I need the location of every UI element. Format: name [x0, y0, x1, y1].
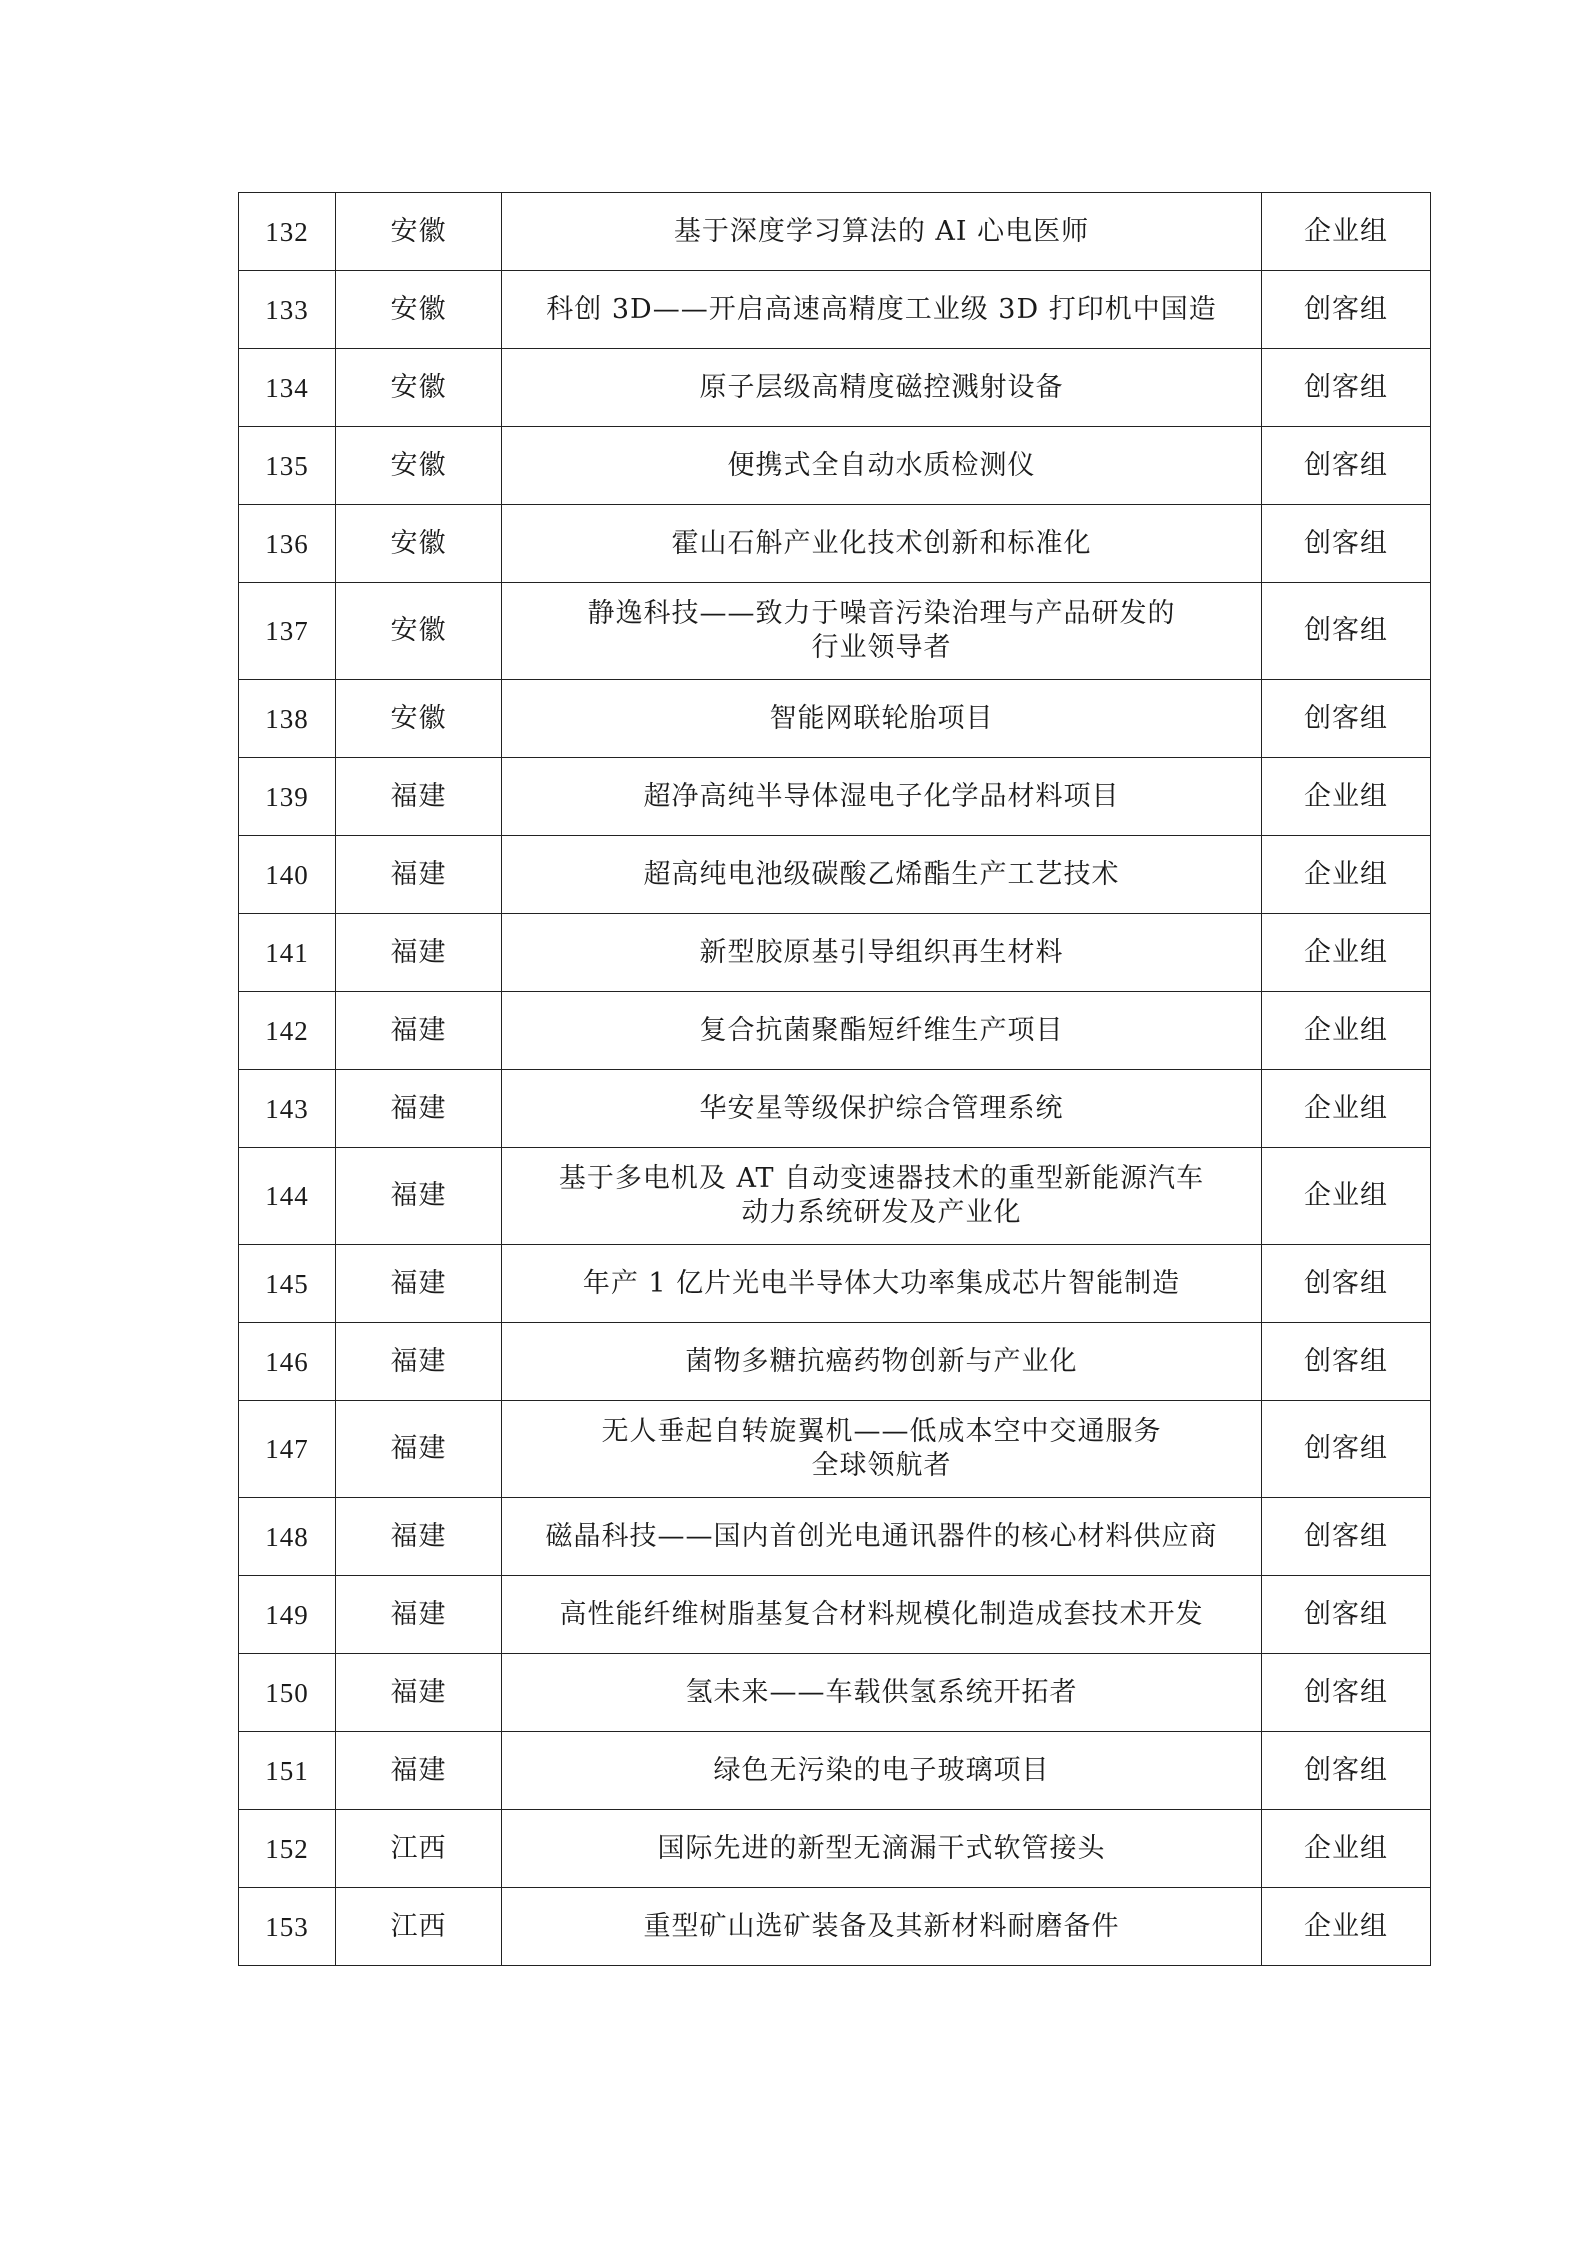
row-number: 148	[239, 1498, 336, 1576]
table-body	[239, 193, 1431, 1966]
table-row	[239, 1323, 1431, 1401]
table-row	[239, 1070, 1431, 1148]
row-number: 138	[239, 680, 336, 758]
project-cell	[502, 1323, 1262, 1401]
group-cell: 企业组	[1262, 1888, 1431, 1966]
row-number: 140	[239, 836, 336, 914]
group-cell: 创客组	[1262, 1323, 1431, 1401]
project-cell	[502, 1654, 1262, 1732]
project-cell	[502, 1498, 1262, 1576]
project-name-line: 复合抗菌聚酯短纤维生产项目	[699, 1014, 1064, 1046]
province-cell: 福建	[336, 1245, 502, 1323]
project-cell	[502, 505, 1262, 583]
table-row	[239, 583, 1431, 680]
province-cell: 福建	[336, 836, 502, 914]
row-number: 146	[239, 1323, 336, 1401]
project-cell	[502, 1888, 1262, 1966]
project-cell	[502, 914, 1262, 992]
group-cell: 创客组	[1262, 1732, 1431, 1810]
project-name-line: 原子层级高精度磁控溅射设备	[699, 371, 1064, 403]
row-number: 144	[239, 1148, 336, 1245]
group-cell: 创客组	[1262, 505, 1431, 583]
project-name-line: 华安星等级保护综合管理系统	[699, 1092, 1064, 1124]
row-number: 152	[239, 1810, 336, 1888]
row-number: 149	[239, 1576, 336, 1654]
project-name-line: 绿色无污染的电子玻璃项目	[713, 1754, 1050, 1786]
project-name-line: 重型矿山选矿装备及其新材料耐磨备件	[643, 1910, 1120, 1942]
province-cell: 福建	[336, 1654, 502, 1732]
project-cell	[502, 1576, 1262, 1654]
group-cell: 创客组	[1262, 1576, 1431, 1654]
group-cell: 企业组	[1262, 193, 1431, 271]
row-number: 139	[239, 758, 336, 836]
project-table	[238, 192, 1431, 1966]
province-cell: 福建	[336, 1732, 502, 1810]
project-name-line: 全球领航者	[811, 1450, 952, 1481]
row-number: 136	[239, 505, 336, 583]
project-name-line: 超高纯电池级碳酸乙烯酯生产工艺技术	[643, 858, 1120, 890]
province-cell: 福建	[336, 758, 502, 836]
project-name-line: 基于多电机及 AT 自动变速器技术的重型新能源汽车	[558, 1163, 1205, 1194]
project-cell	[502, 193, 1262, 271]
province-cell: 福建	[336, 914, 502, 992]
table-row	[239, 680, 1431, 758]
group-cell: 创客组	[1262, 349, 1431, 427]
project-name-line: 便携式全自动水质检测仪	[727, 449, 1036, 481]
project-name-line: 国际先进的新型无滴漏干式软管接头	[657, 1832, 1106, 1864]
province-cell: 江西	[336, 1810, 502, 1888]
project-cell	[502, 1070, 1262, 1148]
row-number: 143	[239, 1070, 336, 1148]
row-number: 150	[239, 1654, 336, 1732]
group-cell: 企业组	[1262, 1810, 1431, 1888]
project-cell	[502, 271, 1262, 349]
project-name-line: 霍山石斛产业化技术创新和标准化	[671, 527, 1092, 559]
province-cell: 福建	[336, 1148, 502, 1245]
group-cell: 创客组	[1262, 271, 1431, 349]
group-cell: 创客组	[1262, 1654, 1431, 1732]
group-cell: 创客组	[1262, 1498, 1431, 1576]
project-name-line: 科创 3D——开启高速高精度工业级 3D 打印机中国造	[546, 293, 1217, 325]
project-name-line: 基于深度学习算法的 AI 心电医师	[673, 215, 1090, 247]
project-cell	[502, 836, 1262, 914]
table-row	[239, 836, 1431, 914]
province-cell: 安徽	[336, 583, 502, 680]
table-row	[239, 505, 1431, 583]
group-cell: 企业组	[1262, 992, 1431, 1070]
province-cell: 安徽	[336, 349, 502, 427]
project-cell	[502, 427, 1262, 505]
project-cell	[502, 1148, 1262, 1245]
row-number: 132	[239, 193, 336, 271]
group-cell: 企业组	[1262, 1070, 1431, 1148]
project-cell	[502, 1810, 1262, 1888]
row-number: 151	[239, 1732, 336, 1810]
province-cell: 安徽	[336, 427, 502, 505]
table-row	[239, 271, 1431, 349]
province-cell: 安徽	[336, 271, 502, 349]
row-number: 137	[239, 583, 336, 680]
project-name-line: 超净高纯半导体湿电子化学品材料项目	[643, 780, 1120, 812]
table-row	[239, 758, 1431, 836]
table-row	[239, 1148, 1431, 1245]
group-cell: 创客组	[1262, 583, 1431, 680]
group-cell: 创客组	[1262, 680, 1431, 758]
table-row	[239, 914, 1431, 992]
project-name-line: 行业领导者	[811, 632, 952, 663]
project-cell	[502, 680, 1262, 758]
province-cell: 福建	[336, 1498, 502, 1576]
project-cell	[502, 583, 1262, 680]
row-number: 133	[239, 271, 336, 349]
project-name-line: 静逸科技——致力于噪音污染治理与产品研发的	[587, 598, 1176, 629]
project-cell	[502, 1401, 1262, 1498]
project-name-line: 年产 1 亿片光电半导体大功率集成芯片智能制造	[582, 1267, 1181, 1299]
project-cell	[502, 1732, 1262, 1810]
table-row	[239, 349, 1431, 427]
table-row	[239, 1888, 1431, 1966]
row-number: 141	[239, 914, 336, 992]
province-cell: 福建	[336, 992, 502, 1070]
row-number: 134	[239, 349, 336, 427]
project-name-line: 新型胶原基引导组织再生材料	[699, 936, 1064, 968]
project-name-line: 无人垂起自转旋翼机——低成本空中交通服务	[601, 1416, 1162, 1447]
table-row	[239, 1498, 1431, 1576]
row-number: 147	[239, 1401, 336, 1498]
row-number: 145	[239, 1245, 336, 1323]
row-number: 142	[239, 992, 336, 1070]
table-row	[239, 1810, 1431, 1888]
project-cell	[502, 349, 1262, 427]
group-cell: 企业组	[1262, 836, 1431, 914]
project-name-line: 动力系统研发及产业化	[741, 1197, 1022, 1228]
group-cell: 企业组	[1262, 1148, 1431, 1245]
project-name-line: 智能网联轮胎项目	[769, 702, 994, 734]
row-number: 153	[239, 1888, 336, 1966]
project-name-line: 高性能纤维树脂基复合材料规模化制造成套技术开发	[559, 1598, 1204, 1630]
project-cell	[502, 758, 1262, 836]
row-number: 135	[239, 427, 336, 505]
province-cell: 江西	[336, 1888, 502, 1966]
province-cell: 福建	[336, 1576, 502, 1654]
group-cell: 企业组	[1262, 914, 1431, 992]
table-row	[239, 1401, 1431, 1498]
table-row	[239, 427, 1431, 505]
province-cell: 安徽	[336, 680, 502, 758]
group-cell: 创客组	[1262, 1245, 1431, 1323]
table-row	[239, 1732, 1431, 1810]
table-row	[239, 193, 1431, 271]
table-row	[239, 1245, 1431, 1323]
project-name-line: 磁晶科技——国内首创光电通讯器件的核心材料供应商	[545, 1520, 1218, 1552]
project-name-line: 菌物多糖抗癌药物创新与产业化	[685, 1345, 1078, 1377]
group-cell: 创客组	[1262, 427, 1431, 505]
province-cell: 安徽	[336, 505, 502, 583]
project-cell	[502, 992, 1262, 1070]
province-cell: 福建	[336, 1070, 502, 1148]
province-cell: 福建	[336, 1323, 502, 1401]
group-cell: 企业组	[1262, 758, 1431, 836]
table-row	[239, 1654, 1431, 1732]
province-cell: 安徽	[336, 193, 502, 271]
group-cell: 创客组	[1262, 1401, 1431, 1498]
table-row	[239, 1576, 1431, 1654]
table-row	[239, 992, 1431, 1070]
province-cell: 福建	[336, 1401, 502, 1498]
project-name-line: 氢未来——车载供氢系统开拓者	[685, 1676, 1078, 1708]
project-cell	[502, 1245, 1262, 1323]
